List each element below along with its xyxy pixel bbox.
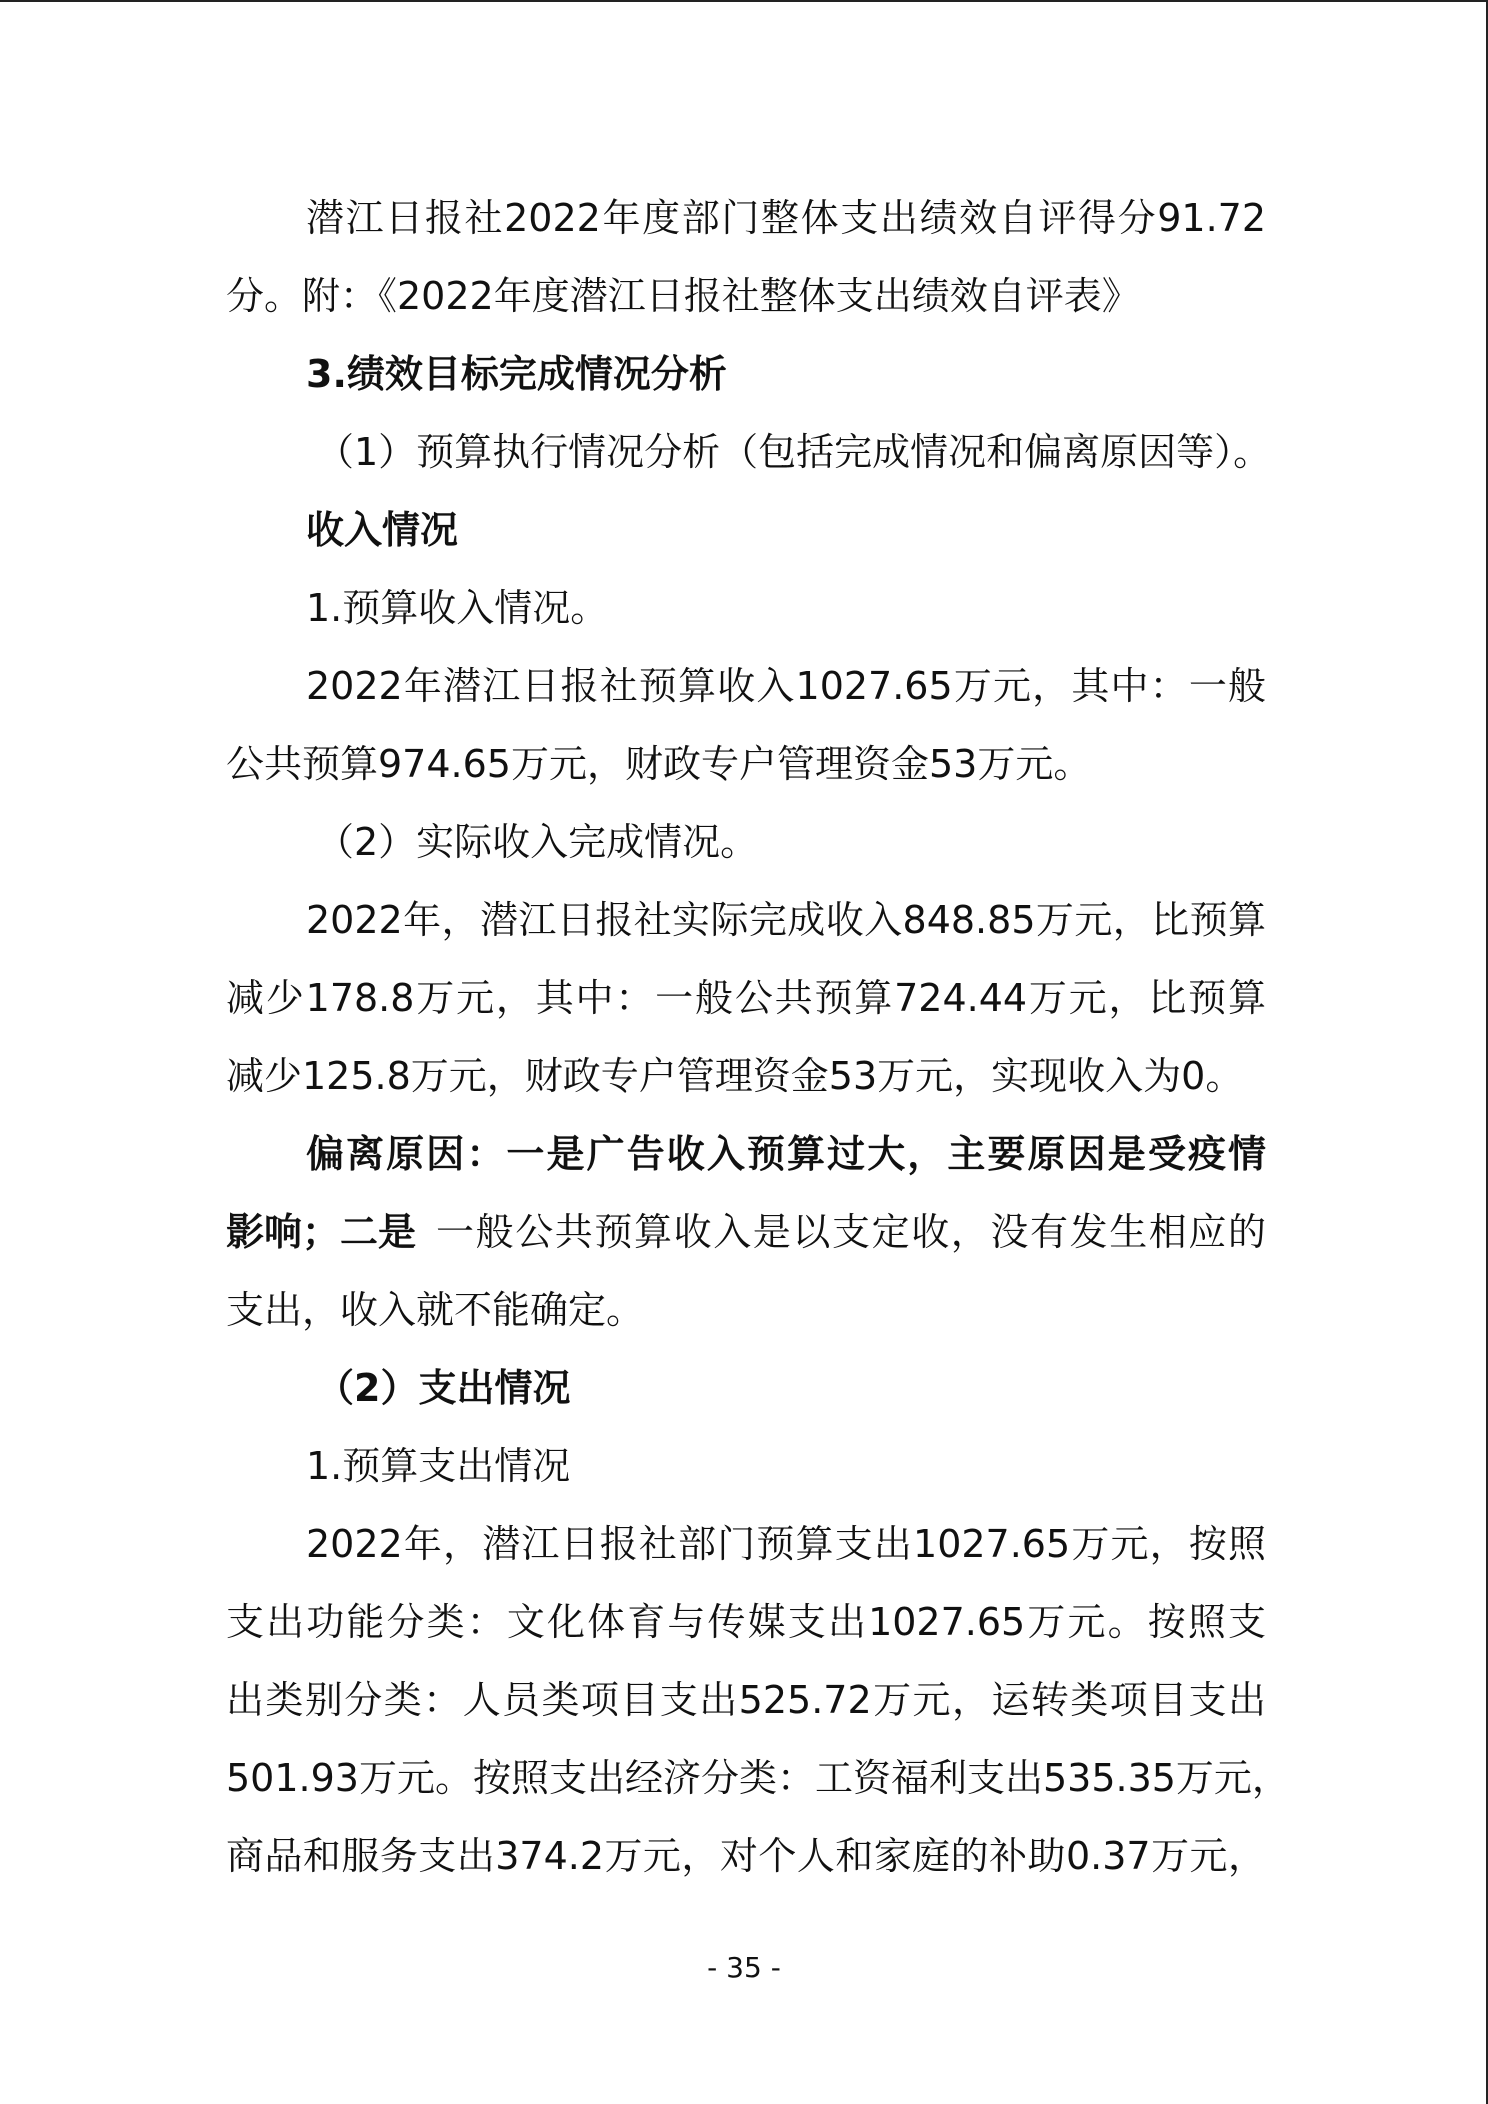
paragraph-line: 分。附：《2022年度潜江日报社整体支出绩效自评表》 bbox=[226, 274, 1140, 318]
paragraph-line: 2022年，潜江日报社实际完成收入848.85万元，比预算 bbox=[306, 898, 1266, 942]
paragraph-line-bold: 偏离原因：一是广告收入预算过大，主要原因是受疫情 bbox=[306, 1132, 1266, 1176]
paragraph-line: 商品和服务支出374.2万元，对个人和家庭的补助0.37万元， bbox=[226, 1834, 1266, 1878]
paragraph-line: 公共预算974.65万元，财政专户管理资金53万元。 bbox=[226, 742, 1092, 786]
paragraph-line: 支出，收入就不能确定。 bbox=[226, 1288, 645, 1332]
paragraph-line: 减少178.8万元，其中：一般公共预算724.44万元，比预算 bbox=[226, 976, 1266, 1020]
paragraph-line: 一般公共预算收入是以支定收，没有发生相应的 bbox=[436, 1210, 1266, 1254]
paragraph-line: 2022年潜江日报社预算收入1027.65万元，其中：一般 bbox=[306, 664, 1266, 708]
paragraph-line: 出类别分类：人员类项目支出525.72万元，运转类项目支出 bbox=[226, 1678, 1266, 1722]
page-number: - 35 - bbox=[707, 1951, 781, 1984]
page-border-top bbox=[0, 0, 1488, 2]
subsection-heading: （1）预算执行情况分析（包括完成情况和偏离原因等）。 bbox=[316, 430, 1272, 474]
list-item-heading: 1.预算支出情况 bbox=[306, 1444, 571, 1488]
section-heading: 3.绩效目标完成情况分析 bbox=[306, 352, 727, 396]
paragraph-line: 减少125.8万元，财政专户管理资金53万元，实现收入为0。 bbox=[226, 1054, 1244, 1098]
paragraph-line: 支出功能分类：文化体育与传媒支出1027.65万元。按照支 bbox=[226, 1600, 1266, 1644]
subsection-heading: （2）实际收入完成情况。 bbox=[316, 820, 759, 864]
subsection-heading: （2）支出情况 bbox=[316, 1366, 571, 1410]
paragraph-line: 潜江日报社2022年度部门整体支出绩效自评得分91.72 bbox=[306, 196, 1266, 240]
list-item-heading: 1.预算收入情况。 bbox=[306, 586, 609, 630]
subsection-heading: 收入情况 bbox=[306, 508, 459, 552]
paragraph-line-bold: 影响；二是 bbox=[226, 1210, 417, 1254]
paragraph-line: 2022年，潜江日报社部门预算支出1027.65万元，按照 bbox=[306, 1522, 1266, 1566]
paragraph-line: 501.93万元。按照支出经济分类：工资福利支出535.35万元， bbox=[226, 1756, 1290, 1800]
